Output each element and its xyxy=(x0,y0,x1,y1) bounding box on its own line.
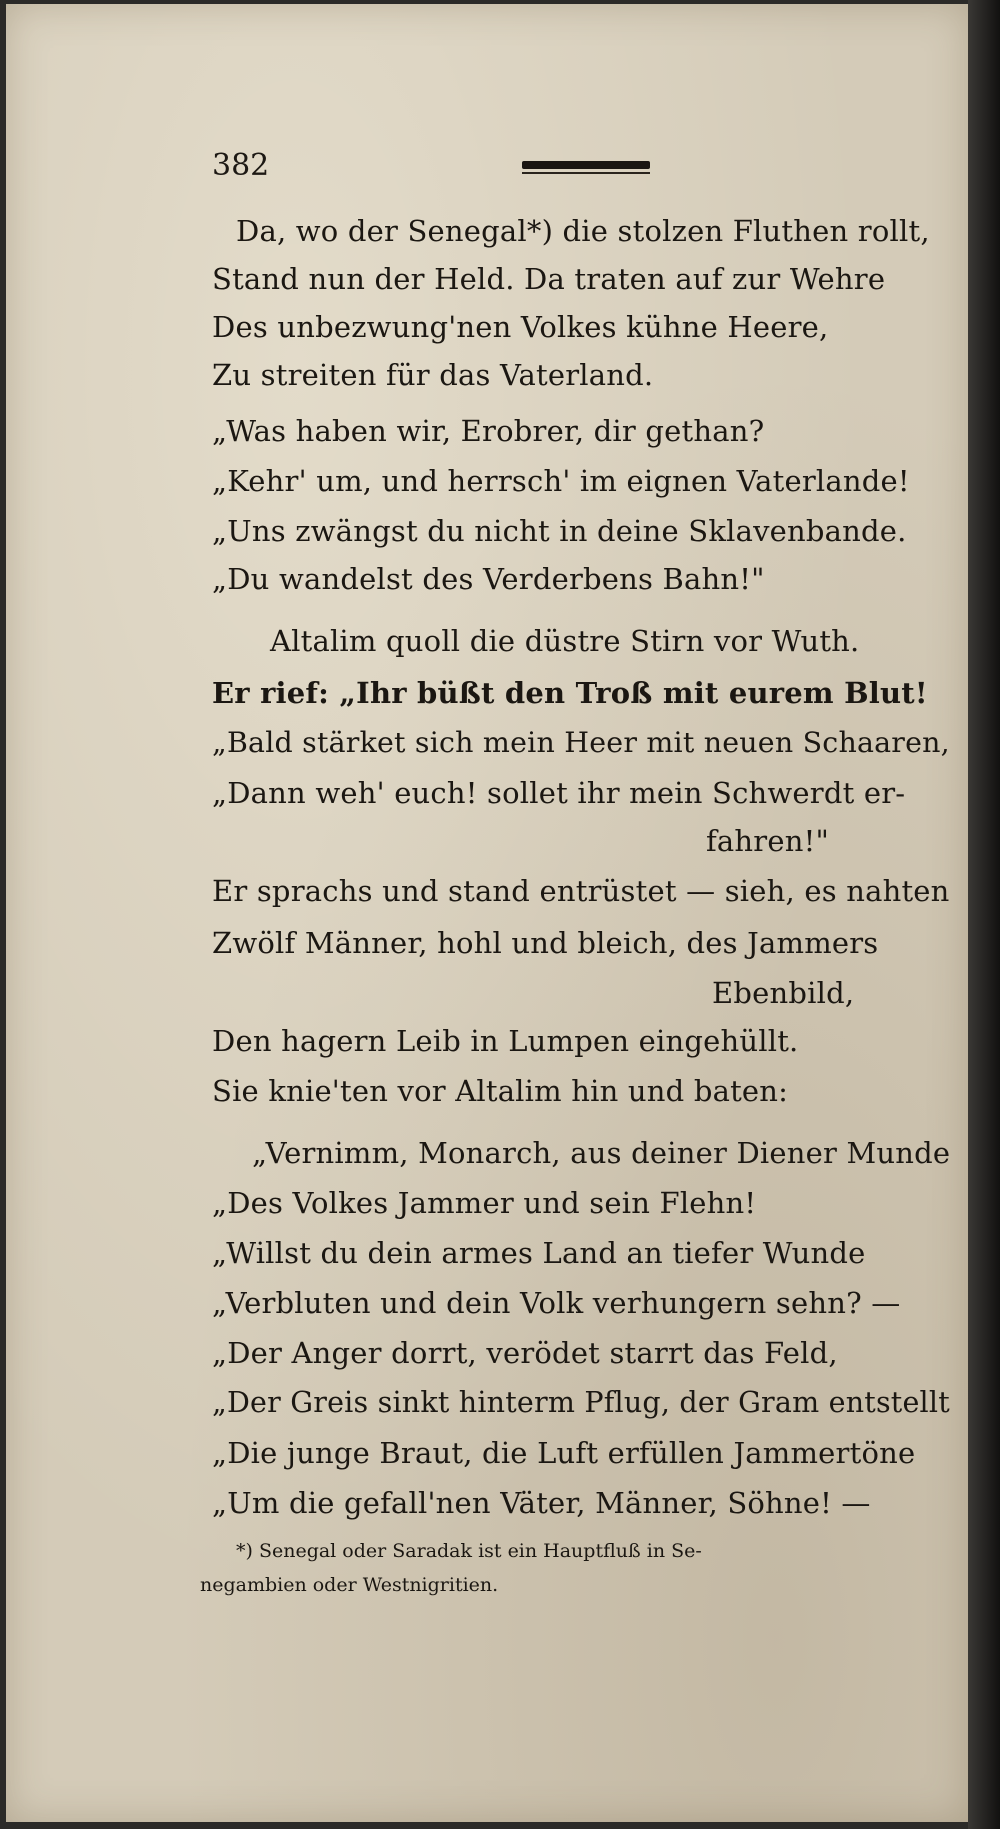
text-line: „Der Anger dorrt, verödet starrt das Feld, xyxy=(212,1336,838,1370)
text-line: Sie knie'ten vor Altalim hin und baten: xyxy=(212,1074,789,1108)
text-line: Des unbezwung'nen Volkes kühne Heere, xyxy=(212,310,829,344)
text-line: „Dann weh' euch! sollet ihr mein Schwerdt er- xyxy=(212,776,906,810)
text-line: „Was haben wir, Erobrer, dir gethan? xyxy=(212,414,765,448)
text-line: „Willst du dein armes Land an tiefer Wunde xyxy=(212,1236,866,1270)
text-line: „Des Volkes Jammer und sein Flehn! xyxy=(212,1186,757,1220)
text-line: Zu streiten für das Vaterland. xyxy=(212,358,654,392)
text-line: Ebenbild, xyxy=(712,976,855,1010)
page-number: 382 xyxy=(212,148,270,183)
text-line: Er rief: „Ihr büßt den Troß mit eurem Blut! xyxy=(212,676,928,710)
text-line: „Die junge Braut, die Luft erfüllen Jammertöne xyxy=(212,1436,916,1470)
footnote-line: *) Senegal oder Saradak ist ein Hauptfluß in Se- xyxy=(236,1540,702,1562)
text-line: Altalim quoll die düstre Stirn vor Wuth. xyxy=(270,624,860,658)
text-line: Den hagern Leib in Lumpen eingehüllt. xyxy=(212,1024,799,1058)
text-line: fahren!" xyxy=(706,824,829,858)
footnote-line: negambien oder Westnigritien. xyxy=(200,1574,499,1596)
text-line: Da, wo der Senegal*) die stolzen Fluthen rollt, xyxy=(236,214,930,248)
book-edge xyxy=(968,0,1000,1829)
text-line: „Verbluten und dein Volk verhungern sehn? — xyxy=(212,1286,901,1320)
text-line: „Uns zwängst du nicht in deine Sklavenbande. xyxy=(212,514,907,548)
text-line: Stand nun der Held. Da traten auf zur Wehre xyxy=(212,262,886,296)
text-line: „Um die gefall'nen Väter, Männer, Söhne! — xyxy=(212,1486,871,1520)
text-line: Zwölf Männer, hohl und bleich, des Jammers xyxy=(212,926,879,960)
header-rule xyxy=(522,161,650,169)
text-line: Er sprachs und stand entrüstet — sieh, es nahten xyxy=(212,874,950,908)
text-line: „Kehr' um, und herrsch' im eignen Vaterlande! xyxy=(212,464,910,498)
text-line: „Vernimm, Monarch, aus deiner Diener Munde xyxy=(252,1136,951,1170)
text-line: „Du wandelst des Verderbens Bahn!" xyxy=(212,562,765,596)
text-line: „Bald stärket sich mein Heer mit neuen Schaaren, xyxy=(212,726,950,759)
text-line: „Der Greis sinkt hinterm Pflug, der Gram entstellt xyxy=(212,1386,950,1419)
